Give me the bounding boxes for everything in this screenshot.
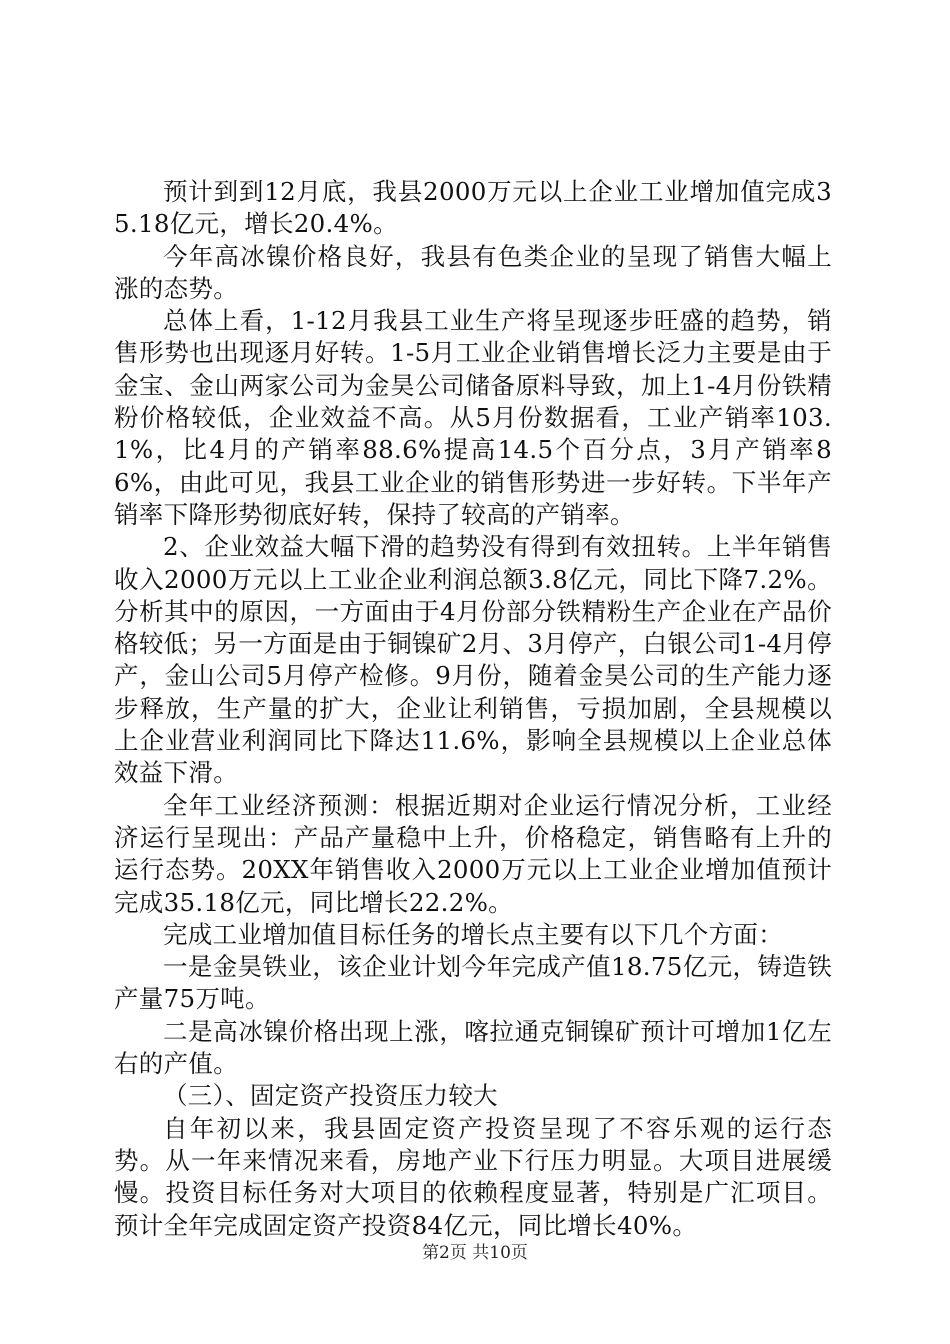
paragraph-growth-points-intro: 完成工业增加值目标任务的增长点主要有以下几个方面： — [163, 919, 783, 949]
document-body — [114, 176, 832, 1242]
page-number-footer: 第2页 共10页 — [422, 1243, 528, 1263]
paragraph-growth-point-1: 一是金昊铁业，该企业计划今年完成产值18.75亿元，铸造铁产量75万吨。 — [114, 952, 832, 1014]
paragraph-growth-point-2: 二是高冰镍价格出现上涨，喀拉通克铜镍矿预计可增加1亿左右的产值。 — [114, 1016, 832, 1079]
paragraph-annual-forecast: 全年工业经济预测：根据近期对企业运行情况分析，工业经济运行呈现出：产品产量稳中上升，价格稳定，销售略有上升的运行态势。20XX年销售收入2000万元以上工业企业增加值预计完成35.18亿元，同比增长22.2%。 — [114, 790, 832, 917]
section-heading-fixed-investment: （三）、固定资产投资压力较大 — [163, 1081, 498, 1111]
paragraph-nickel-price: 今年高冰镍价格良好，我县有色类企业的呈现了销售大幅上涨的态势。 — [114, 241, 832, 303]
paragraph-overall-production: 总体上看，1-12月我县工业生产将呈现逐步旺盛的趋势，销售形势也出现逐月好转。1-5月工业企业销售增长泛力主要是由于金宝、金山两家公司为金昊公司储备原料导致，加上1-4月份铁精粉价格较低，企业效益不高。从5月份数据看，工业产销率103.1%，比4月的产销率88.6%提高14.5个百分点，3月产销率86%，由此可见，我县工业企业的销售形势进一步好转。下半年产销率下降形势彻底好转，保持了较高的产销率。 — [114, 306, 832, 529]
paragraph-fixed-investment: 自年初以来，我县固定资产投资呈现了不容乐观的运行态势。从一年来情况来看，房地产业下行压力明显。大项目进展缓慢。投资目标任务对大项目的依赖程度显著，特别是广汇项目。预计全年完成固定资产投资84亿元，同比增长40%。 — [114, 1113, 832, 1240]
paragraph-enterprise-profit: 2、企业效益大幅下滑的趋势没有得到有效扭转。上半年销售收入2000万元以上工业企业利润总额3.8亿元，同比下降7.2%。分析其中的原因，一方面由于4月份部分铁精粉生产企业在产品价格较低；另一方面是由于铜镍矿2月、3月停产，白银公司1-4月停产，金山公司5月停产检修。9月份，随着金昊公司的生产能力逐步释放，生产量的扩大，企业让利销售，亏损加剧，全县规模以上企业营业利润同比下降达11.6%，影响全县规模以上企业总体效益下滑。 — [114, 532, 832, 788]
paragraph-forecast-december: 预计到到12月底，我县2000万元以上企业工业增加值完成35.18亿元，增长20.4%。 — [114, 177, 832, 239]
